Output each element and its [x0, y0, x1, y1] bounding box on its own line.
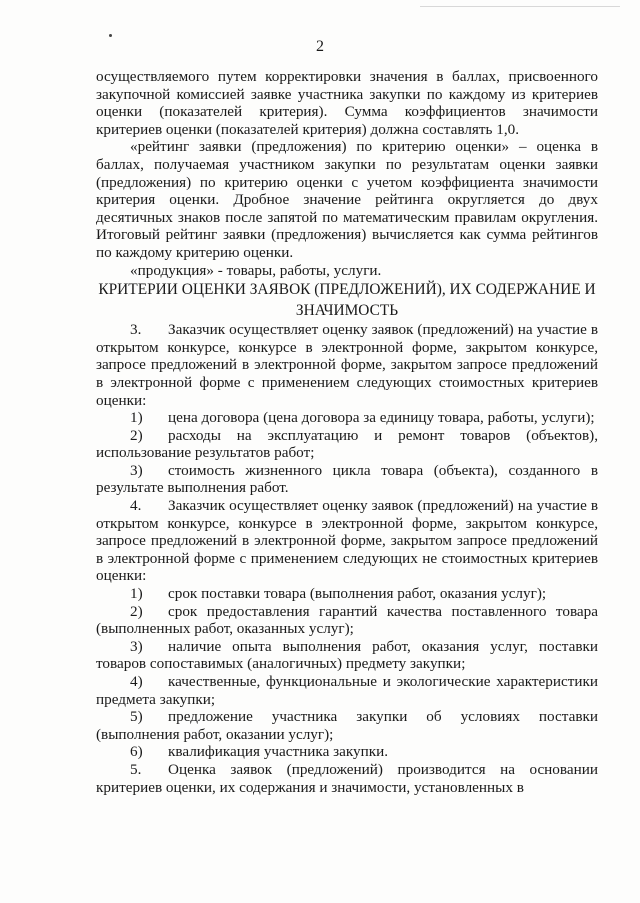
scan-speck [109, 34, 112, 37]
list-item-number: 1) [130, 585, 143, 603]
paragraph-definition-continuation: осуществляемого путем корректировки значения в баллах, присвоенного закупочной комиссией заявке участника закупки по каждому из критериев оценки (показателей критерия). Сумма коэффициентов значимости критериев оценки (показателей критерия) должна составлять 1,0. [96, 68, 598, 138]
list-item-number: 4) [130, 673, 143, 690]
list-item-number: 3) [130, 461, 143, 479]
list-item [96, 708, 598, 743]
list-item-text: наличие опыта выполнения работ, оказания услуг, поставки товаров сопоставимых (аналогичных) предмету закупки; [96, 637, 598, 673]
list-item-text: предложение участника закупки об условиях поставки (выполнения работ, оказании услуг); [96, 708, 598, 743]
list-item [96, 427, 598, 462]
list-item-number: 1) [130, 409, 143, 427]
document-body [96, 68, 598, 796]
list-item-number: 3) [130, 637, 143, 655]
clause-3 [96, 321, 598, 409]
list-item [96, 462, 598, 497]
list-item-number: 2) [130, 602, 143, 620]
clause-5 [96, 761, 598, 796]
clause-number: 4. [130, 497, 142, 515]
clause-text: Заказчик осуществляет оценку заявок (предложений) на участие в открытом конкурсе, конкурсе в электронной форме, закрытом конкурсе, запросе предложений в электронной форме, закрытом запросе предложений в электронной форме с применением следующих не стоимостных критериев оценки: [96, 497, 598, 585]
list-item-text: срок поставки товара (выполнения работ, оказания услуг); [168, 585, 547, 603]
list-item [96, 638, 598, 673]
list-item [96, 409, 598, 427]
list-item-text: квалификация участника закупки. [168, 743, 389, 761]
list-item-number: 5) [130, 708, 143, 726]
page-number: 2 [316, 38, 324, 55]
list-item-text: срок предоставления гарантий качества поставленного товара (выполненных работ, оказанных услуг); [96, 602, 598, 638]
list-item [96, 603, 598, 638]
list-item-text: цена договора (цена договора за единицу товара, работы, услуги); [168, 409, 595, 427]
paragraph-product-definition: «продукция» - товары, работы, услуги. [130, 261, 382, 279]
clause-number: 3. [130, 321, 142, 339]
list-item-number: 2) [130, 426, 143, 444]
list-item-number: 6) [130, 743, 143, 761]
paragraph-rating-definition: «рейтинг заявки (предложения) по критерию оценки» – оценка в баллах, получаемая участником закупки по результатам оценки заявки (предложения) по критерию оценки с учетом коэффициента значимости критерия оценки. Дробное значение рейтинга округляется до двух десятичных знаков после запятой по математическим правилам округления. Итоговый рейтинг заявки (предложения) вычисляется как сумма рейтингов по каждому критерию оценки. [96, 138, 598, 261]
section-heading: КРИТЕРИИ ОЦЕНКИ ЗАЯВОК (ПРЕДЛОЖЕНИЙ), ИХ СОДЕРЖАНИЕ И ЗНАЧИМОСТЬ [98, 281, 596, 320]
clause-text: Оценка заявок (предложений) производится на основании критериев оценки, их содержания и значимости, установленных в [96, 760, 598, 796]
list-item-text: качественные, функциональные и экологические характеристики предмета закупки; [96, 673, 598, 708]
list-item [96, 673, 598, 708]
clause-4 [96, 497, 598, 585]
clause-number: 5. [130, 760, 142, 778]
list-item-text: расходы на эксплуатацию и ремонт товаров (объектов), использование результатов работ; [96, 426, 598, 462]
list-item [96, 585, 598, 603]
list-item [96, 743, 598, 761]
list-item-text: стоимость жизненного цикла товара (объекта), созданного в результате выполнения работ. [96, 461, 598, 497]
clause-text: Заказчик осуществляет оценку заявок (предложений) на участие в открытом конкурсе, конкурсе в электронной форме, закрытом конкурсе, запросе предложений в электронной форме, закрытом запросе предложений в электронной форме с применением следующих стоимостных критериев оценки: [96, 321, 598, 409]
scan-edge-line [420, 6, 620, 7]
